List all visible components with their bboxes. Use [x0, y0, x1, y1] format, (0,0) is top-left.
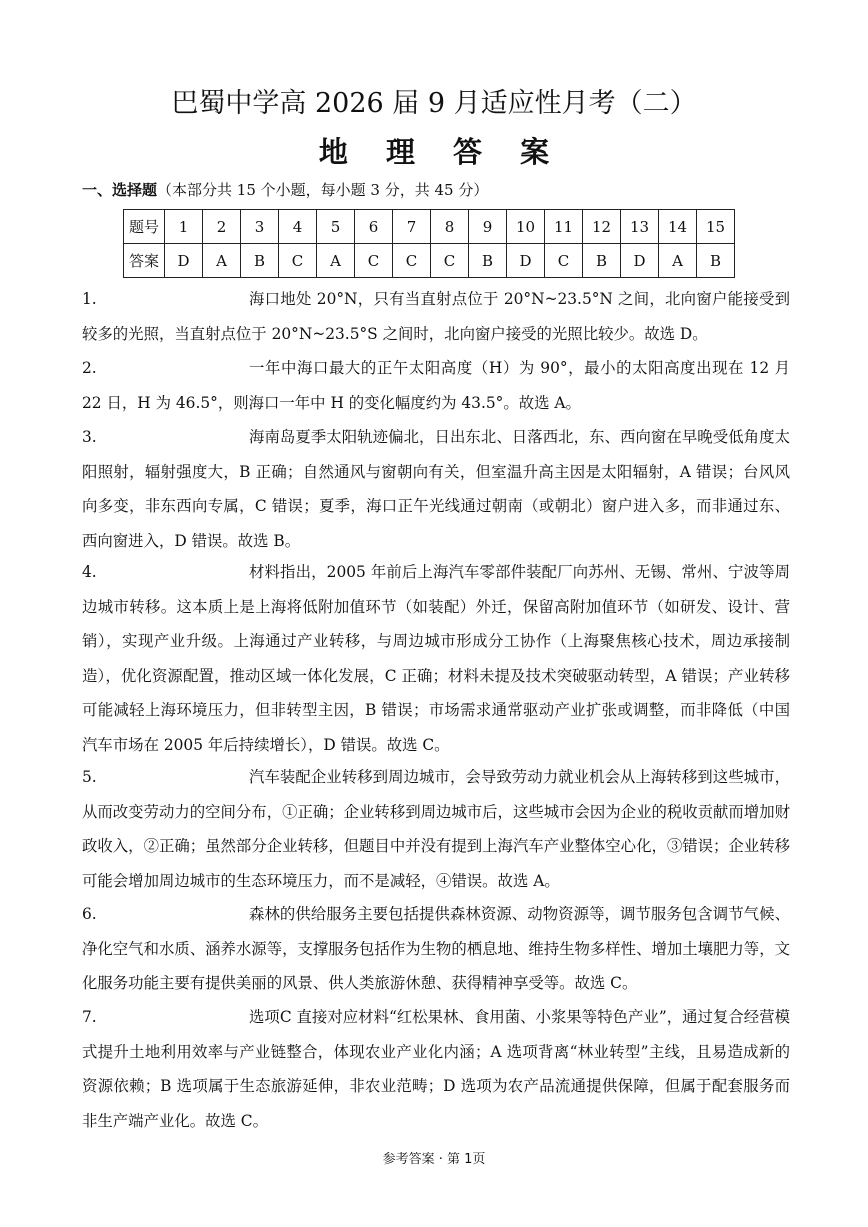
- answer-explanation-5: [82, 760, 790, 898]
- row-header-number: 题号: [124, 210, 165, 244]
- answer-cell: B: [241, 244, 279, 278]
- question-number: 1: [165, 210, 203, 244]
- answer-cell: C: [393, 244, 431, 278]
- section-label: 一、选择题: [82, 181, 158, 199]
- answer-cell: B: [697, 244, 735, 278]
- question-number: 13: [621, 210, 659, 244]
- question-number: 11: [545, 210, 583, 244]
- answer-table: [123, 209, 735, 278]
- answer-cell: D: [165, 244, 203, 278]
- answer-cell: B: [469, 244, 507, 278]
- answer-cell: B: [583, 244, 621, 278]
- explanation-text: 一年中海口最大的正午太阳高度（H）为 90°，最小的太阳高度出现在 12 月 22 日，H 为 46.5°，则海口一年中 H 的变化幅度约为 43.5°。故选 A。: [82, 359, 790, 412]
- answer-cell: C: [431, 244, 469, 278]
- answer-cell: A: [317, 244, 355, 278]
- explanation-text: 海南岛夏季太阳轨迹偏北，日出东北、日落西北，东、西向窗在早晚受低角度太阳照射，辐射强度大，B 正确；自然通风与窗朝向有关，但室温升高主因是太阳辐射，A 错误；台风风向多变，非东西向专属，C 错误；夏季，海口正午光线通过朝南（或朝北）窗户进入多，而非通过东、西向窗进入，D 错误。故选 B。: [82, 428, 790, 550]
- answer-explanation-6: [82, 897, 790, 1001]
- answer-row: [124, 244, 735, 278]
- page-footer: 参考答案 · 第 1页: [382, 1152, 486, 1167]
- explanation-text: 森林的供给服务主要包括提供森林资源、动物资源等，调节服务包含调节气候、净化空气和水质、涵养水源等，支撑服务包括作为生物的栖息地、维持生物多样性、增加土壤肥力等，文化服务功能主要有提供美丽的风景、供人类旅游休憩、获得精神享受等。故选 C。: [82, 905, 790, 993]
- question-number: 3: [241, 210, 279, 244]
- answer-explanation-4: [82, 555, 790, 763]
- answer-cell: D: [507, 244, 545, 278]
- question-number: 10: [507, 210, 545, 244]
- question-number: 15: [697, 210, 735, 244]
- question-number-row: [124, 210, 735, 244]
- question-number: 12: [583, 210, 621, 244]
- exam-title: 巴蜀中学高 2026 届 9 月适应性月考（二）: [171, 88, 697, 119]
- answer-explanation-1: [82, 282, 790, 351]
- question-number: 5: [317, 210, 355, 244]
- question-number-label: 1.: [82, 290, 97, 308]
- answer-cell: A: [203, 244, 241, 278]
- question-number: 4: [279, 210, 317, 244]
- answer-cell: D: [621, 244, 659, 278]
- answer-cell: A: [659, 244, 697, 278]
- section-heading: [82, 177, 488, 203]
- explanation-text: 汽车装配企业转移到周边城市，会导致劳动力就业机会从上海转移到这些城市，从而改变劳动力的空间分布，①正确；企业转移到周边城市后，这些城市会因为企业的税收贡献而增加财政收入，②正确；虽然部分企业转移，但题目中并没有提到上海汽车产业整体空心化，③错误；企业转移可能会增加周边城市的生态环境压力，而不是减轻，④错误。故选 A。: [82, 768, 790, 890]
- answer-explanation-2: [82, 351, 790, 420]
- answer-cell: C: [355, 244, 393, 278]
- question-number: 9: [469, 210, 507, 244]
- answer-explanation-7: [82, 1000, 790, 1138]
- question-number-label: 5.: [82, 768, 97, 786]
- question-number: 2: [203, 210, 241, 244]
- explanation-text: 选项C 直接对应材料“红松果林、食用菌、小浆果等特色产业”，通过复合经营模式提升土地利用效率与产业链整合，体现农业产业化内涵；A 选项背离“林业转型”主线，且易造成新的资源依赖；B 选项属于生态旅游延伸，非农业范畴；D 选项为农产品流通提供保障，但属于配套服务而非生产端产业化。故选 C。: [82, 1008, 790, 1130]
- question-number-label: 3.: [82, 428, 97, 446]
- question-number: 14: [659, 210, 697, 244]
- answer-explanation-3: [82, 420, 790, 558]
- question-number: 7: [393, 210, 431, 244]
- question-number-label: 7.: [82, 1008, 97, 1026]
- row-header-answer: 答案: [124, 244, 165, 278]
- question-number-label: 6.: [82, 905, 97, 923]
- explanation-text: 材料指出，2005 年前后上海汽车零部件装配厂向苏州、无锡、常州、宁波等周边城市转移。这本质上是上海将低附加值环节（如装配）外迁，保留高附加值环节（如研发、设计、营销），实现产业升级。上海通过产业转移，与周边城市形成分工协作（上海聚焦核心技术，周边承接制造），优化资源配置，推动区域一体化发展，C 正确；材料未提及技术突破驱动转型，A 错误；产业转移可能减轻上海环境压力，但非转型主因，B 错误；市场需求通常驱动产业扩张或调整，而非降低（中国汽车市场在 2005 年后持续增长），D 错误。故选 C。: [82, 563, 790, 754]
- explanation-text: 海口地处 20°N，只有当直射点位于 20°N~23.5°N 之间，北向窗户能接受到较多的光照，当直射点位于 20°N~23.5°S 之间时，北向窗户接受的光照比较少。故选 D。: [82, 290, 790, 343]
- question-number-label: 2.: [82, 359, 97, 377]
- question-number: 6: [355, 210, 393, 244]
- question-number: 8: [431, 210, 469, 244]
- section-note: （本部分共 15 个小题，每小题 3 分，共 45 分）: [157, 181, 489, 199]
- answer-title: 地 理 答 案: [318, 135, 564, 169]
- answer-cell: C: [279, 244, 317, 278]
- answer-cell: C: [545, 244, 583, 278]
- question-number-label: 4.: [82, 563, 97, 581]
